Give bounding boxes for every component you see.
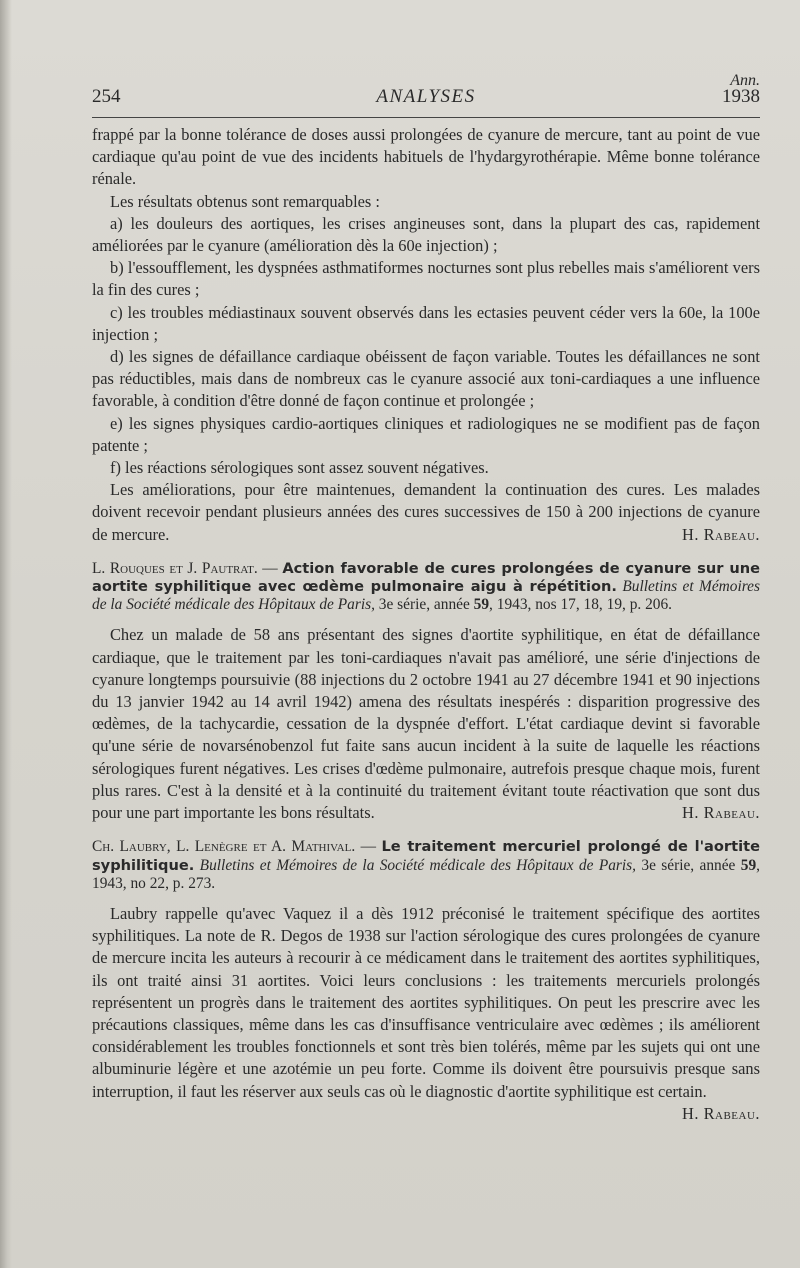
article-title: Le traitement mercuriel prolongé de l'aortite syphilitique. [92, 838, 760, 874]
paragraph-text: Laubry rappelle qu'avec Vaquez il a dès 1912 préconisé le traitement spécifique des aortites syphilitiques. La note de R. Degos de 1938 sur l'action sérologique des cures prolongées de cyanure de mercure incita les auteurs à recourir à ce médicament dans le traitement des aortites syphilitiques, ils ont traité ainsi 31 aortites. Voici leurs conclusions : les traitements mercuriels prolongés représentent un progrès dans le traitement des aortites syphilitiques. On peut les prescrire avec les précautions classiques, même dans les cas d'insuffisance ventriculaire avec œdèmes ; ils améliorent considérablement les troubles fonctionnels et sont très bien tolérés, même par les sujets qui ont une albuminurie légère et une azotémie un peu forte. Comme ils doivent être poursuivis presque sans interruption, il faut les réserver aux seuls cas où le diagnostic d'aortite syphilitique est certain. [92, 903, 760, 1101]
signature: H. Rabeau. [682, 803, 760, 823]
pages: , 1943, no 22, p. 273. [92, 856, 760, 892]
list-item-b: b) l'essoufflement, les dyspnées asthmatiformes nocturnes sont plus rebelles mais s'améliorent vers la fin des cures ; [92, 258, 760, 300]
authors: L. Rouques et J. Pautrat. [92, 559, 258, 577]
list-item-a: a) les douleurs des aortiques, les crises angineuses sont, dans la plupart des cas, rapidement améliorées par le cyanure (amélioration dès la 60e injection) ; [92, 213, 760, 256]
volume: 59 [473, 596, 490, 614]
journal-name: Bulletins et Mémoires de la Société médicale des Hôpitaux de Paris, [199, 856, 637, 874]
paragraph-text: Chez un malade de 58 ans présentant des signes d'aortite syphilitique, en état de défaillance cardiaque, que le traitement par les toni-cardiaques n'avait pas amélioré, une série d'injections de cyanure longtemps poursuivie (88 injections du 2 octobre 1941 au 27 décembre 1941 et 90 injections du 13 janvier 1942 au 14 avril 1942) amena des résultats inespérés : disparition progressive des œdèmes, de la tachycardie, cessation de la dyspnée d'effort. L'état cardiaque devint si favorable qu'une série de novarsénobenzol fut faite sans aucun incident à la suite de laquelle les réactions sérologiques furent négatives. Les crises d'œdème pulmonaire, autrefois presque chaque mois, furent plus rares. C'est à la densité et à la continuité du traitement évitant toute réactivation que sont dus pour une part importante les bons résultats. [92, 625, 760, 823]
authors: Ch. Laubry, L. Lenègre et A. Mathival. [92, 838, 356, 856]
article-title: Action favorable de cures prolongées de cyanure sur une aortite syphilitique avec œdème pulmonaire aigu à répétition. [92, 559, 760, 596]
pages: , 1943, nos 17, 18, 19, p. 206. [489, 596, 673, 614]
paragraph: Les résultats obtenus sont remarquables : [110, 191, 380, 211]
list-item-c: c) les troubles médiastinaux souvent observés dans les ectasies peuvent céder vers la 60e, la 100e injection ; [92, 302, 760, 344]
paragraph: frappé par la bonne tolérance de doses aussi prolongées de cyanure de mercure, tant au point de vue cardiaque qu'au point de vue des incidents habituels de l'hydargyrothérapie. Même bonne tolérance rénale. [92, 125, 760, 189]
page-header [92, 72, 760, 118]
volume-year: 1938 [722, 86, 760, 107]
dash: — [355, 838, 382, 856]
paragraph-text: Les améliorations, pour être maintenues, demandent la continuation des cures. Les malades doivent recevoir pendant plusieurs années des cures successives de 150 à 200 injections de cyanure de mercure. [92, 480, 760, 544]
series: 3e série, année [636, 856, 741, 874]
annals-abbrev: Ann. [730, 72, 760, 89]
list-item-f: f) les réactions sérologiques sont assez souvent négatives. [110, 458, 489, 478]
article-reference [92, 560, 760, 615]
volume: 59 [740, 856, 757, 874]
page-body [92, 124, 760, 1125]
running-title: ANALYSES [376, 86, 476, 107]
page-number: 254 [92, 86, 121, 107]
article-reference [92, 838, 760, 893]
paragraph [92, 903, 760, 1125]
list-item-e: e) les signes physiques cardio-aortiques cliniques et radiologiques ne se modifient pas de façon patente ; [92, 413, 760, 455]
binding-edge [0, 0, 12, 1268]
signature: H. Rabeau. [682, 524, 760, 544]
paragraph [92, 624, 760, 824]
dash: — [257, 559, 283, 577]
series: 3e série, année [374, 596, 474, 614]
signature: H. Rabeau. [682, 1103, 760, 1123]
list-item-d: d) les signes de défaillance cardiaque obéissent de façon variable. Toutes les défaillances ne sont pas réductibles, mais dans de nombreux cas le cyanure associé aux toni-cardiaques a une influence favorable, à condition d'être donné de façon continue et prolongée ; [92, 347, 760, 411]
paragraph [92, 479, 760, 546]
journal-name: Bulletins et Mémoires de la Société médicale des Hôpitaux de Paris, [92, 578, 760, 614]
header-rule [92, 117, 760, 118]
